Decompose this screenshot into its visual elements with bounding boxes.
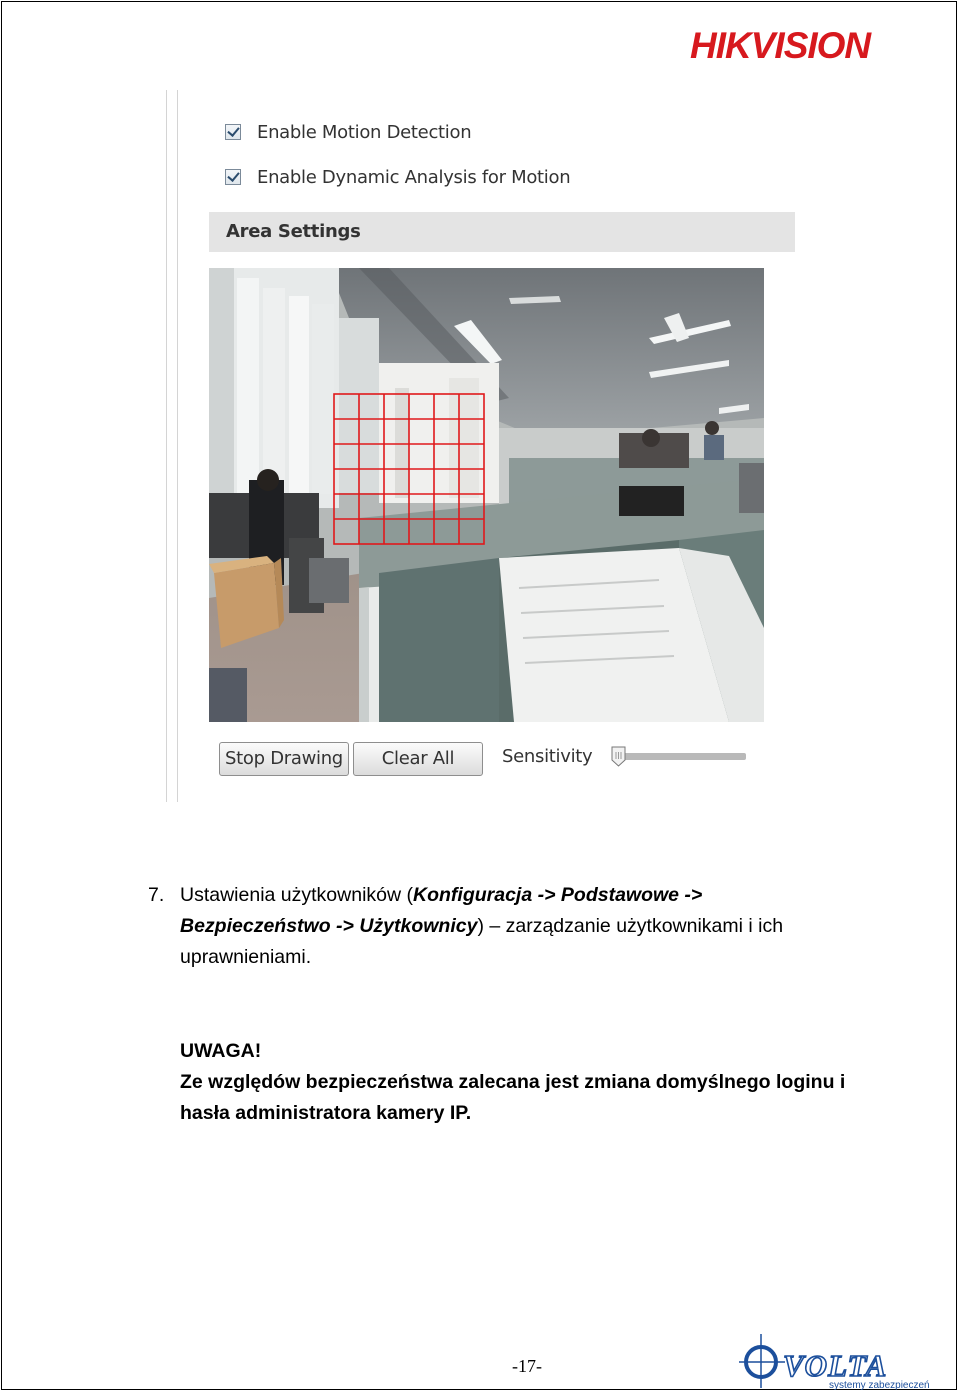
stop-drawing-button[interactable]: Stop Drawing xyxy=(219,742,349,776)
checkbox-checked-icon[interactable] xyxy=(225,169,241,185)
dynamic-analysis-row[interactable] xyxy=(225,165,570,189)
sensitivity-slider[interactable] xyxy=(618,753,746,760)
office-scene-image xyxy=(209,268,764,722)
volta-logo xyxy=(737,1332,949,1390)
section-number: 7. xyxy=(148,884,165,906)
section-text-2: ) – zarządzanie użytkownikami i ich uprawnieniami. xyxy=(180,915,784,968)
camera-preview[interactable] xyxy=(209,268,764,722)
warning-block xyxy=(180,1036,880,1129)
section-7-paragraph xyxy=(148,880,848,973)
dynamic-analysis-label: Enable Dynamic Analysis for Motion xyxy=(257,166,571,188)
section-body xyxy=(180,880,848,973)
checkbox-checked-icon[interactable] xyxy=(225,124,241,140)
page-number: -17- xyxy=(512,1356,542,1376)
volta-wordmark: VOLTA xyxy=(783,1348,888,1383)
logo-hik: HIK xyxy=(690,25,751,66)
area-settings-title: Area Settings xyxy=(226,221,361,242)
logo-vision: VISION xyxy=(750,25,871,66)
sensitivity-label: Sensitivity xyxy=(502,746,593,767)
warning-title: UWAGA! xyxy=(180,1040,262,1062)
slider-handle-icon[interactable] xyxy=(611,746,626,767)
clear-all-button[interactable]: Clear All xyxy=(353,742,483,776)
menu-path: Konfiguracja -> Podstawowe -> Bezpieczeństwo -> Użytkownicy xyxy=(180,884,703,937)
volta-tagline: systemy zabezpieczeń xyxy=(829,1380,930,1390)
area-settings-header xyxy=(209,212,795,252)
hikvision-logo xyxy=(690,26,870,66)
motion-detection-label: Enable Motion Detection xyxy=(257,121,472,143)
panel-divider xyxy=(166,90,178,802)
section-text-1: Ustawienia użytkowników ( xyxy=(180,884,414,906)
motion-detection-row[interactable] xyxy=(225,120,471,144)
warning-text: Ze względów bezpieczeństwa zalecana jest zmiana domyślnego loginu i hasła administratora kamery IP. xyxy=(180,1071,846,1124)
